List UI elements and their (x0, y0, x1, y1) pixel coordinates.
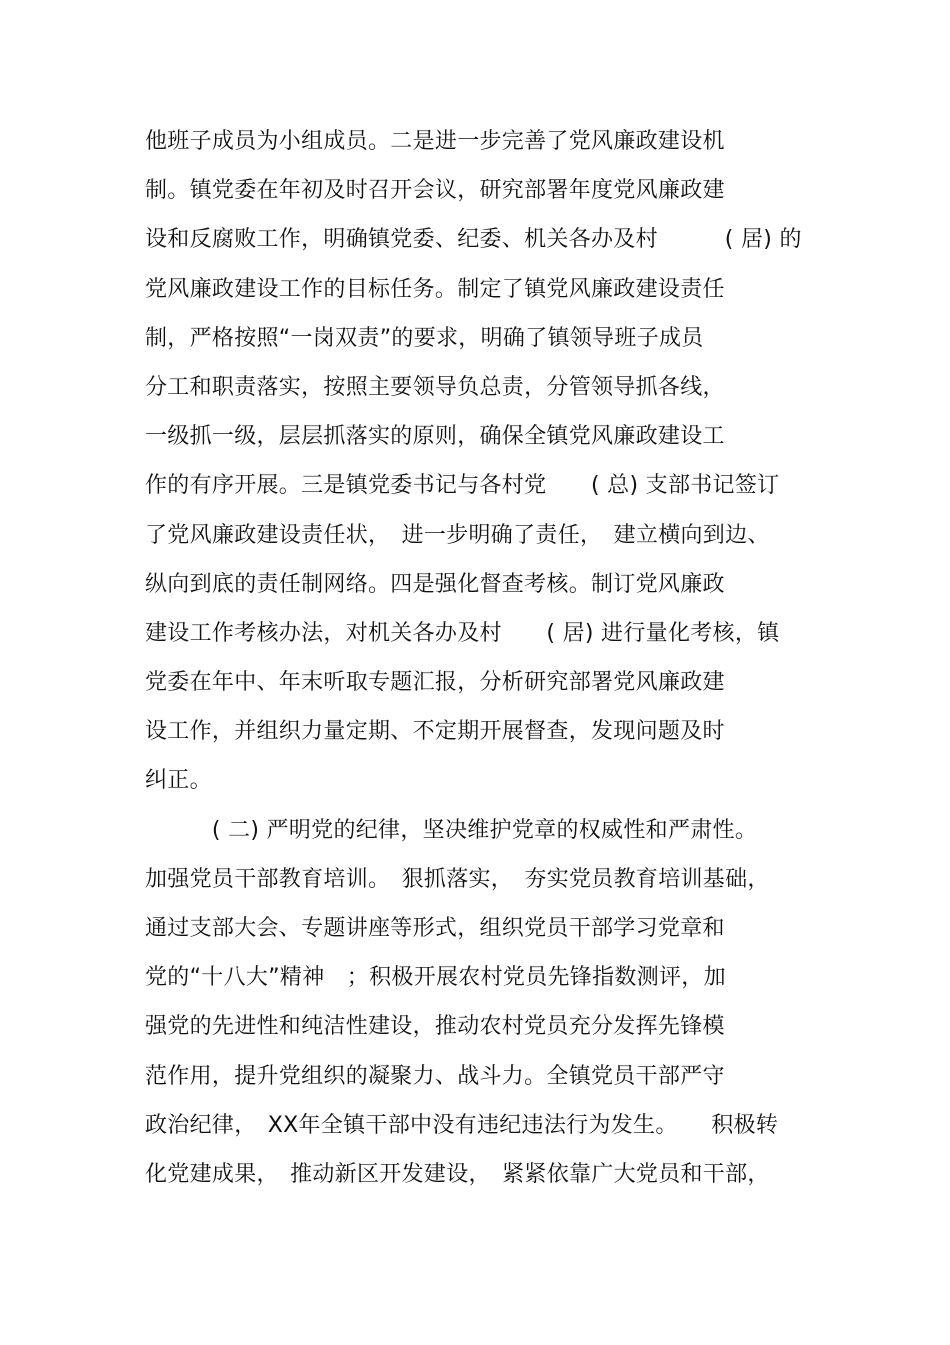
text-line: 了党风廉政建设责任状， 进一步明确了责任， 建立横向到边、 (145, 522, 770, 548)
text-line: 党的“十八大”精神 ；积极开展农村党员先锋指数测评，加 (145, 965, 726, 991)
text-line: 纵向到底的责任制网络。四是强化督查考核。制订党风廉政 (145, 571, 725, 597)
text-line: 他班子成员为小组成员。二是进一步完善了党风廉政建设机 (145, 129, 725, 154)
text-line: 强党的先进性和纯洁性建设，推动农村党员充分发挥先锋模 (145, 1014, 725, 1040)
text-line: 作的有序开展。三是镇党委书记与各村党 ( 总) 支部书记签订 (145, 473, 780, 499)
text-line: 设工作，并组织力量定期、不定期开展督查，发现问题及时 (145, 719, 725, 745)
section-heading-line: ( 二) 严明党的纪律，坚决维护党章的权威性和严肃性。 (145, 817, 758, 843)
text-line: 一级抓一级，层层抓落实的原则，确保全镇党风廉政建设工 (145, 424, 725, 450)
text-line: 化党建成果， 推动新区开发建设， 紧紧依靠广大党员和干部， (145, 1161, 770, 1187)
body-text (145, 122, 825, 1204)
text-line: 制，严格按照“一岗双责”的要求，明确了镇领导班子成员 (145, 325, 704, 351)
text-line: 范作用，提升党组织的凝聚力、战斗力。全镇党员干部严守 (145, 1063, 725, 1089)
text-line: 设和反腐败工作，明确镇党委、纪委、机关各办及村 ( 居) 的 (145, 227, 802, 253)
text-line: 党委在年中、年末听取专题汇报，分析研究部署党风廉政建 (145, 670, 725, 696)
text-line: 通过支部大会、专题讲座等形式，组织党员干部学习党章和 (145, 916, 725, 941)
text-line: 纠正。 (145, 768, 212, 794)
text-line: 加强党员干部教育培训。 狠抓落实， 夯实党员教育培训基础， (145, 866, 770, 892)
text-line: 党风廉政建设工作的目标任务。制定了镇党风廉政建设责任 (145, 276, 725, 302)
text-line: 政治纪律， XX年全镇干部中没有违纪违法行为发生。 积极转 (145, 1112, 779, 1138)
text-line: 建设工作考核办法，对机关各办及村 ( 居) 进行量化考核，镇 (145, 620, 780, 646)
text-line: 分工和职责落实，按照主要领导负总责，分管领导抓各线， (145, 374, 725, 400)
text-line: 制。镇党委在年初及时召开会议，研究部署年度党风廉政建 (145, 178, 725, 204)
